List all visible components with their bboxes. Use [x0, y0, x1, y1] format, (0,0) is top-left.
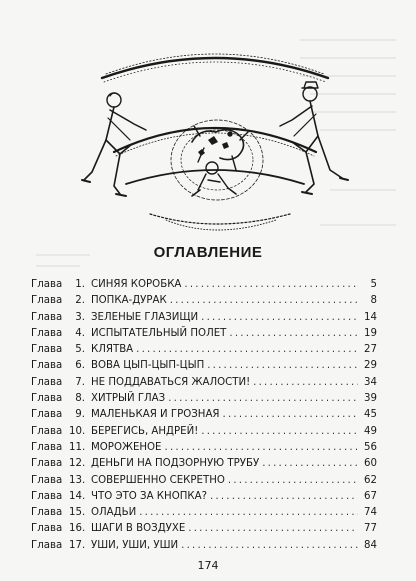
chapter-page: 14	[364, 311, 377, 323]
toc-title: ОГЛАВЛЕНИЕ	[153, 244, 263, 261]
toc-entry	[31, 475, 377, 491]
leader-dots	[210, 491, 358, 502]
table-of-contents	[31, 279, 377, 556]
leader-dots	[188, 523, 358, 534]
toc-entry	[31, 279, 377, 295]
chapter-number: 14.	[69, 490, 86, 502]
chapter-label: Глава	[31, 523, 63, 535]
chapter-number: 1.	[75, 279, 85, 290]
leader-dots	[165, 442, 359, 453]
chapter-number: 10.	[69, 425, 86, 437]
chapter-label: Глава	[31, 425, 63, 437]
chapter-number: 6.	[75, 360, 85, 372]
chapter-number: 13.	[69, 474, 86, 486]
chapter-label: Глава	[31, 490, 63, 502]
chapter-title: ПОПКА-ДУРАК	[91, 295, 167, 307]
toc-entry	[31, 295, 377, 311]
chapter-label: Глава	[31, 539, 63, 551]
chapter-title: НЕ ПОДДАВАТЬСЯ ЖАЛОСТИ!	[91, 376, 251, 388]
chapter-number: 9.	[75, 409, 85, 421]
toc-entry	[31, 360, 377, 376]
chapter-page: 8	[370, 295, 377, 307]
toc-entry	[31, 491, 377, 507]
toc-entry	[31, 328, 377, 344]
chapter-label: Глава	[31, 360, 63, 372]
chapter-illustration	[80, 44, 350, 234]
chapter-page: 56	[364, 441, 377, 453]
chapter-number: 11.	[69, 441, 86, 453]
chapter-number: 16.	[69, 523, 86, 535]
chapter-page: 74	[364, 507, 377, 519]
chapter-label: Глава	[31, 474, 63, 486]
chapter-page: 19	[364, 327, 377, 339]
toc-entry	[31, 393, 377, 409]
chapter-number: 12.	[69, 458, 86, 470]
chapter-label: Глава	[31, 344, 63, 356]
toc-entry	[31, 507, 377, 523]
chapter-title: ЗЕЛЕНЫЕ ГЛАЗИЩИ	[91, 311, 199, 323]
leader-dots	[184, 279, 358, 290]
chapter-title: МОРОЖЕНОЕ	[91, 441, 162, 453]
leader-dots	[136, 344, 358, 355]
chapter-label: Глава	[31, 327, 63, 339]
chapter-page: 39	[364, 393, 377, 405]
chapter-page: 45	[364, 409, 377, 421]
chapter-title: ХИТРЫЙ ГЛАЗ	[91, 393, 166, 405]
chapter-label: Глава	[31, 507, 63, 519]
leader-dots	[228, 475, 358, 486]
chapter-page: 29	[364, 360, 377, 372]
chapter-number: 8.	[75, 393, 85, 405]
chapter-page: 84	[364, 539, 377, 551]
chapter-label: Глава	[31, 376, 63, 388]
chapter-title: УШИ, УШИ, УШИ	[91, 539, 179, 551]
leader-dots	[253, 377, 358, 388]
chapter-page: 60	[364, 458, 377, 470]
chapter-page: 34	[364, 376, 377, 388]
leader-dots	[170, 295, 358, 306]
chapter-title: БЕРЕГИСЬ, АНДРЕЙ!	[91, 425, 199, 437]
chapter-title: СОВЕРШЕННО СЕКРЕТНО	[91, 474, 225, 486]
chapter-page: 27	[364, 344, 377, 356]
toc-entry	[31, 540, 377, 556]
chapter-title: СИНЯЯ КОРОБКА	[91, 279, 182, 290]
chapter-title: МАЛЕНЬКАЯ И ГРОЗНАЯ	[91, 409, 220, 421]
chapter-number: 5.	[75, 344, 85, 356]
toc-entry	[31, 344, 377, 360]
chapter-label: Глава	[31, 393, 63, 405]
toc-entry	[31, 312, 377, 328]
toc-entry	[31, 458, 377, 474]
leader-dots	[262, 458, 358, 469]
leader-dots	[168, 393, 358, 404]
leader-dots	[207, 360, 358, 371]
chapter-number: 3.	[75, 311, 85, 323]
chapter-title: ДЕНЬГИ НА ПОДЗОРНУЮ ТРУБУ	[91, 458, 260, 470]
chapter-number: 7.	[75, 376, 85, 388]
chapter-label: Глава	[31, 458, 63, 470]
chapter-number: 2.	[75, 295, 85, 307]
chapter-label: Глава	[31, 311, 63, 323]
leader-dots	[201, 312, 358, 323]
leader-dots	[181, 540, 358, 551]
chapter-page: 67	[364, 490, 377, 502]
chapter-label: Глава	[31, 279, 63, 290]
toc-entry	[31, 442, 377, 458]
chapter-label: Глава	[31, 295, 63, 307]
chapter-title: ОЛАДЬИ	[91, 507, 137, 519]
toc-entry	[31, 409, 377, 425]
chapter-number: 17.	[69, 539, 86, 551]
chapter-page: 49	[364, 425, 377, 437]
chapter-label: Глава	[31, 441, 63, 453]
page-number: 174	[197, 559, 219, 572]
chapter-title: ВОВА ЦЫП-ЦЫП-ЦЫП	[91, 360, 205, 372]
leader-dots	[201, 426, 358, 437]
leader-dots	[223, 409, 359, 420]
chapter-title: ШАГИ В ВОЗДУХЕ	[91, 523, 186, 535]
chapter-number: 15.	[69, 507, 86, 519]
chapter-page: 62	[364, 474, 377, 486]
chapter-title: ЧТО ЭТО ЗА КНОПКА?	[91, 490, 207, 502]
chapter-title: ИСПЫТАТЕЛЬНЫЙ ПОЛЕТ	[91, 327, 227, 339]
chapter-page: 5	[370, 279, 377, 290]
chapter-label: Глава	[31, 409, 63, 421]
leader-dots	[139, 507, 358, 518]
toc-entry	[31, 377, 377, 393]
chapter-number: 4.	[75, 327, 85, 339]
toc-entry	[31, 523, 377, 539]
toc-entry	[31, 426, 377, 442]
chapter-page: 77	[364, 523, 377, 535]
chapter-title: КЛЯТВА	[91, 344, 134, 356]
leader-dots	[229, 328, 358, 339]
